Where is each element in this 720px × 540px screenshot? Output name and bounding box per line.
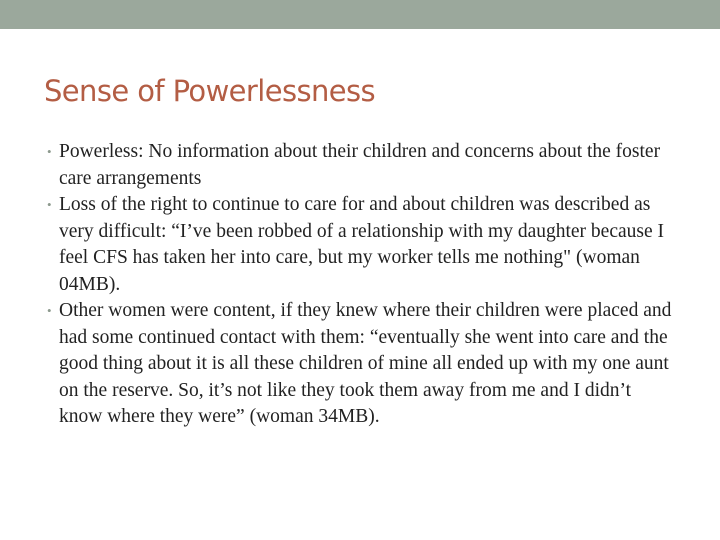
bullet-marker: • [47, 303, 52, 318]
slide-title: Sense of Powerlessness [44, 74, 376, 108]
bullet-item [47, 298, 677, 431]
bullet-item [47, 192, 677, 298]
bullet-marker: • [47, 144, 52, 159]
bullet-item [47, 139, 677, 192]
bullet-text: Other women were content, if they knew where their children were placed and had some continued contact with them: “eventually she went into care and the good thing about it is all these children of mine all ended up with my one aunt on the reserve. So, it’s not like they took them away from me and I didn’t know where they were” (woman 34MB). [59, 300, 672, 427]
bullet-marker: • [47, 197, 52, 212]
bullet-text: Powerless: No information about their children and concerns about the foster care arrangements [59, 141, 661, 189]
bullet-text: Loss of the right to continue to care for and about children was described as very difficult: “I’ve been robbed of a relationship with my daughter because I feel CFS has taken her into care, but my worker tells me nothing" (woman 04MB). [59, 194, 665, 295]
top-accent-bar [0, 0, 720, 29]
bullet-list [47, 139, 677, 431]
